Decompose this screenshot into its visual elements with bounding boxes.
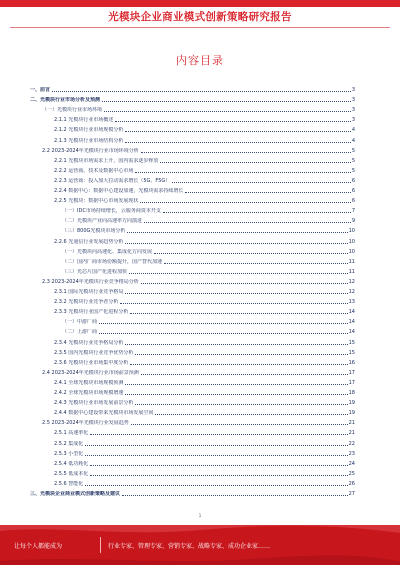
toc-entry[interactable] [30,256,355,265]
toc-entry-page: 3 [351,107,355,114]
toc-entry[interactable] [30,205,355,214]
toc-entry-page: 10 [348,238,355,245]
toc-leader-dots [160,162,350,163]
toc-entry-page: 17 [348,379,355,386]
toc-entry-label: 2.1.2 光模块行业市场规模分析 [54,127,124,134]
toc-entry-page: 5 [351,147,355,154]
toc-entry-label: 2.3.4 光模块行业竞争格局分析 [54,339,124,346]
toc-entry-page: 22 [348,440,355,447]
toc-entry[interactable] [30,135,355,144]
toc-entry-label: 2.5.6 智能化 [54,480,84,487]
toc-entry[interactable] [30,155,355,164]
toc-entry[interactable] [30,104,355,113]
toc-entry-page: 14 [348,309,355,316]
toc-leader-dots [163,212,351,213]
toc-entry[interactable] [30,215,355,224]
toc-leader-dots [140,202,350,203]
toc-entry-label: （二）光模块产业向高速率方向演进 [62,218,143,225]
toc-entry-page: 12 [348,278,355,285]
toc-entry-page: 17 [348,369,355,376]
toc-entry[interactable] [30,488,355,497]
toc-entry-label: 2.5.5 低成本化 [54,470,89,477]
toc-entry[interactable] [30,326,355,335]
toc-entry-label: 2.1.3 光模块行业市场结构分析 [54,137,124,144]
toc-entry-label: 2.2 2023-2024年光模块行业市场环境分析 [42,147,139,154]
toc-leader-dots [85,485,347,486]
toc-entry[interactable] [30,266,355,275]
toc-entry-page: 3 [351,97,355,104]
toc-entry[interactable] [30,296,355,305]
toc-entry[interactable] [30,417,355,426]
toc-entry-page: 13 [348,299,355,306]
toc-entry[interactable] [30,145,355,154]
toc-entry[interactable] [30,236,355,245]
toc-entry[interactable] [30,175,355,184]
toc-entry[interactable] [30,306,355,315]
toc-entry-label: 2.5 2023-2024年光模块行业发展趋势 [42,420,129,427]
toc-entry-label: 2.3.5 国内光模块行业竞争优势分析 [54,349,134,356]
toc-entry-page: 24 [348,460,355,467]
toc-entry-label: 2.3.3 光模块行业国产化进程分析 [54,309,129,316]
toc-entry-label: （二）国内厂商市场份额提升，国产替代加速 [62,258,163,265]
toc-entry[interactable] [30,124,355,133]
toc-entry-label: 2.3.6 光模块行业市场集中度分析 [54,359,129,366]
toc-entry-page: 3 [351,117,355,124]
toc-entry-page: 25 [348,470,355,477]
toc-entry-label: 2.2.6 光通信行业发展趋势分析 [54,238,124,245]
toc-leader-dots [125,243,347,244]
toc-entry[interactable] [30,337,355,346]
toc-leader-dots [130,313,347,314]
toc-entry-label: 2.2.5 光模块：数据中心市场发展现状 [54,198,139,205]
toc-entry-label: （一）中游厂商 [62,319,98,326]
toc-leader-dots [90,434,347,435]
toc-entry[interactable] [30,427,355,436]
toc-entry-label: 2.3.1 国际光模块行业竞争格局 [54,289,124,295]
toc-entry-page: 11 [348,258,355,265]
toc-entry-label: 2.1.1 光模块行业市场概述 [54,117,114,124]
toc-entry-page: 14 [348,329,355,336]
footer-slogan: 让每个人都能成为 [14,543,63,550]
toc-entry-label: 2.2.2 运营商、技术及数据中心市场 [54,167,134,174]
toc-leader-dots [164,263,348,264]
toc-entry-label: 2.5.3 小型化 [54,450,84,457]
toc-heading: 内容目录 [176,54,224,67]
toc-entry-label: （三）光芯片国产化进程加快 [62,268,128,275]
toc-entry-label: 三、光模块企业商业模式创新策略及建议 [30,491,121,497]
toc-leader-dots [144,222,351,223]
toc-leader-dots [99,333,348,334]
toc-leader-dots [141,374,348,375]
toc-leader-dots [125,142,350,143]
toc-entry[interactable] [30,458,355,467]
toc-entry-page: 19 [348,410,355,417]
toc-entry-page: 7 [351,208,355,215]
toc-entry-label: 2.3 2023-2024年光模块行业竞争格局分析 [42,278,139,285]
toc-entry-label: （一）IDC市场持续增长，云服务商资本开支 [62,208,161,215]
toc-leader-dots [122,495,348,496]
toc-leader-dots [154,253,348,254]
toc-leader-dots [120,303,347,304]
toc-leader-dots [85,445,347,446]
toc-entry-label: 2.4.3 光模块行业市场发展前景分析 [54,400,134,407]
toc-entry-page: 21 [348,430,355,437]
toc-entry-page: 6 [351,198,355,205]
toc-entry-label: 一、前言 [30,87,51,93]
toc-entry[interactable] [30,316,355,325]
toc-leader-dots [125,131,350,132]
toc-leader-dots [125,293,347,294]
toc-leader-dots [135,172,350,173]
toc-entry[interactable] [30,397,355,406]
toc-entry-page: 12 [348,289,355,295]
toc-entry-page: 14 [348,319,355,326]
toc-entry[interactable] [30,276,355,285]
toc-entry-label: 2.5.4 低功耗化 [54,460,89,467]
header-accent-bar [0,0,400,7]
toc-entry[interactable] [30,246,355,255]
page-number: 1 [198,513,202,518]
toc-entry-page: 6 [351,188,355,194]
toc-entry[interactable] [30,165,355,174]
toc-leader-dots [127,232,347,233]
toc-entry-page: 16 [348,359,355,366]
toc-entry[interactable] [30,387,355,396]
toc-entry-label: 2.4.1 全球光模块市场规模预测 [54,379,124,386]
toc-leader-dots [102,101,351,102]
toc-entry-page: 4 [351,127,355,134]
toc-leader-dots [90,475,347,476]
document-title: 光模块企业商业模式创新策略研究报告 [108,11,292,23]
toc-entry[interactable] [30,377,355,386]
toc-entry[interactable] [30,367,355,376]
toc-entry-label: （一）光模块行业市场环境 [42,107,103,114]
toc-entry[interactable] [30,357,355,366]
toc-leader-dots [90,465,347,466]
toc-entry-page: 5 [351,167,355,174]
toc-entry-page: 11 [348,268,355,275]
toc-leader-dots [172,182,351,183]
toc-leader-dots [130,364,347,365]
toc-entry-page: 18 [348,390,355,396]
toc-entry[interactable] [30,468,355,477]
toc-leader-dots [115,121,350,122]
toc-leader-dots [135,354,347,355]
toc-entry-page: 4 [351,137,355,144]
footer-divider [100,537,101,553]
toc-entry-label: （一）光模块向高速化、集成化方向发展 [62,248,153,255]
toc-leader-dots [125,394,347,395]
toc-entry[interactable] [30,225,355,234]
toc-leader-dots [135,404,347,405]
toc-leader-dots [125,384,347,385]
toc-leader-dots [125,344,347,345]
toc-entry-page: 5 [351,157,355,164]
toc-entry-label: 2.4.4 数据中心建设带来光模块市场发展空间 [54,410,154,417]
footer-banner [0,525,400,565]
toc-entry-label: 2.4.2 全球光模块市场规模增速 [54,390,124,396]
toc-entry-page: 23 [348,450,355,457]
toc-entry-label: 2.2.1 光模块市场需求上升，国内需求逐步释放 [54,157,159,164]
toc-entry[interactable] [30,114,355,123]
toc-leader-dots [141,152,351,153]
toc-entry-page: 19 [348,400,355,407]
footer-expert-list: 行业专家、管理专家、营销专家、战略专家、成功企业家…… [108,543,271,550]
toc-entry-label: 2.2.3 运营商：投入加大拉动需求增长（5G、F5G） [54,177,171,184]
toc-leader-dots [52,91,351,92]
toc-entry-label: 2.2.4 数据中心：数据中心建设加速，光模块需求持续增长 [54,188,184,194]
toc-entry[interactable] [30,347,355,356]
toc-entry-page: 3 [351,87,355,93]
toc-entry-page: 10 [348,228,355,235]
toc-entry-page: 15 [348,339,355,346]
toc-entry-page: 6 [351,177,355,184]
toc-entry[interactable] [30,438,355,447]
toc-leader-dots [131,424,348,425]
toc-entry-page: 9 [351,218,355,225]
toc-entry-label: 二、光模块行业市场分析及预测 [30,97,101,104]
toc-entry-page: 26 [348,480,355,487]
toc-entry-page: 27 [348,491,355,497]
toc-leader-dots [185,192,350,193]
toc-leader-dots [155,414,347,415]
toc-entry[interactable] [30,84,355,93]
toc-entry-label: 2.5.2 集成化 [54,440,84,447]
toc-leader-dots [85,455,347,456]
toc-leader-dots [104,111,351,112]
toc-leader-dots [99,323,348,324]
toc-entry-label: （二）上游厂商 [62,329,98,336]
toc-entry-label: 2.4 2023-2024年光模块行业市场前景预测 [42,369,139,376]
toc-entry-page: 10 [348,248,355,255]
toc-entry-label: 2.5.1 高速率化 [54,430,89,437]
toc-entry-label: （三）800G光模块市场分析 [62,228,126,235]
toc-leader-dots [129,273,348,274]
toc-entry-page: 21 [348,420,355,427]
toc-entry[interactable] [30,185,355,194]
toc-entry-page: 15 [348,349,355,356]
toc-entry[interactable] [30,448,355,457]
toc-entry[interactable] [30,407,355,416]
toc-leader-dots [141,283,348,284]
toc-entry[interactable] [30,286,355,295]
toc-entry[interactable] [30,195,355,204]
toc-entry-label: 2.3.2 光模块行业竞争者分析 [54,299,119,306]
toc-entry[interactable] [30,94,355,103]
title-divider [10,27,390,28]
toc-entry[interactable] [30,478,355,487]
